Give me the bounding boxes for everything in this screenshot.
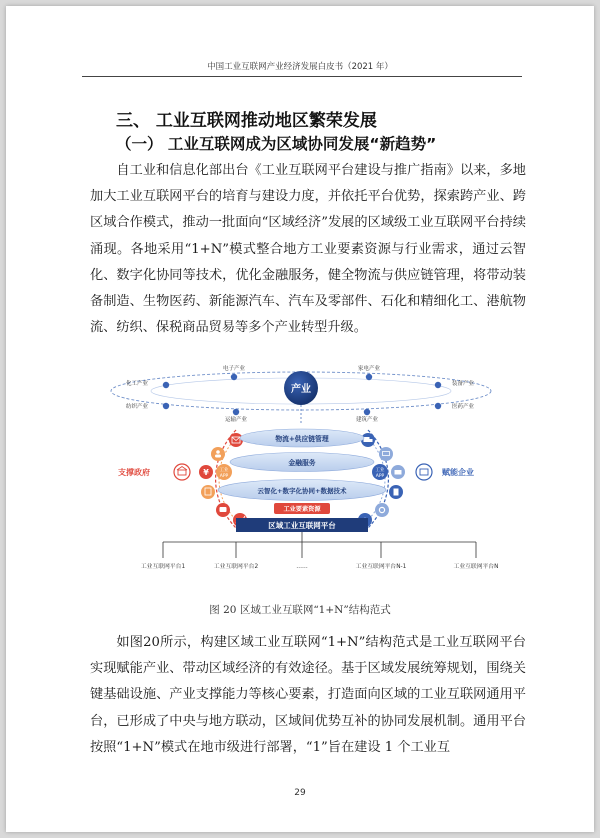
layer-finance-label: 金融服务 <box>288 459 316 467</box>
app-label-top: 工业 <box>219 468 229 473</box>
building-icon-left <box>201 485 215 499</box>
industry-dot <box>163 382 169 388</box>
layer-technology-label: 云智化+数字化协同+数据技术 <box>257 487 347 495</box>
resources-label: 工业要素资源 <box>283 506 321 513</box>
industry-label: 电子产业 <box>222 366 246 372</box>
gear-icon <box>375 503 389 517</box>
industry-dot <box>163 403 169 409</box>
industry-label: 化工产业 <box>125 381 148 387</box>
section-heading: 三、 工业互联网推动地区繁荣发展 <box>116 111 377 131</box>
structure-diagram <box>86 358 526 582</box>
people-icon <box>211 447 225 461</box>
paragraph-2: 如图20所示，构建区域工业互联网“1+N”结构范式是工业互联网平台实现赋能产业、带动区域经济的有效途径。基于区域发展统筹规划，围绕关键基础设施、产业支撑能力等核心要素，打造面向区域的工业互联网通用平台，已形成了中央与地方联动，区域间优势互补的协同发展机制。通用平台按照“1+N”模式在地市级进行部署，“1”旨在建设 1 个工业互 <box>90 635 526 755</box>
branch-label: …… <box>296 564 308 570</box>
industry-label: 装备产业 <box>452 381 475 387</box>
branch-label: 工业互联网平台1 <box>140 564 186 570</box>
page-number: 29 <box>294 788 306 798</box>
right-label: 赋能企业 <box>442 468 474 477</box>
header-rule <box>82 76 522 77</box>
svg-text:¥: ¥ <box>203 468 209 477</box>
branch-label: 工业互联网平台2 <box>213 564 259 570</box>
industry-label: 建筑产业 <box>355 417 379 423</box>
industry-dot <box>364 409 370 415</box>
left-label: 支撑政府 <box>118 468 150 477</box>
document-page <box>6 6 594 832</box>
paragraph-1: 自工业和信息化部出台《工业互联网平台建设与推广指南》以来，多地加大工业互联网平台的培育与建设力度，并依托平台优势，探索跨产业、跨区域合作模式，推动一批面向“区域经济”发展的区域级工业互联网平台持续涌现。各地采用“1+N”模式整合地方工业要素资源与行业需求，通过云智化、数字化协同等技术，优化金融服务，健全物流与供应链管理，将带动装备制造、生物医药、新能源汽车、汽车及零部件、石化和精细化工、港航物流、纺织、保税商品贸易等多个产业转型升级。 <box>90 163 526 336</box>
industry-label: 家电产业 <box>357 366 381 372</box>
industry-label: 医药产业 <box>452 404 475 410</box>
app-label-top: 工业 <box>375 468 385 473</box>
industry-dot <box>435 382 441 388</box>
industry-dot <box>233 409 239 415</box>
industry-dot <box>231 374 237 380</box>
industry-hub-label: 产业 <box>291 384 311 395</box>
branch-label: 工业互联网平台N <box>453 564 499 570</box>
industry-label: 运输产业 <box>224 417 248 423</box>
branch-label: 工业互联网平台N-1 <box>355 564 407 570</box>
industry-dot <box>435 403 441 409</box>
running-header: 中国工业互联网产业经济发展白皮书（2021 年） <box>207 62 393 72</box>
figure-caption: 图 20 区域工业互联网“1+N”结构范式 <box>209 604 391 616</box>
subsection-heading: （一） 工业互联网成为区域协同发展“新趋势” <box>116 135 437 153</box>
enterprise-icon <box>416 464 432 480</box>
industry-dot <box>366 374 372 380</box>
app-label-bottom: APP <box>375 474 385 479</box>
app-label-bottom: APP <box>219 474 229 479</box>
platform-label: 区域工业互联网平台 <box>268 521 336 530</box>
layer-logistics-label: 物流+供应链管理 <box>275 435 329 443</box>
industry-label: 纺织产业 <box>125 404 148 410</box>
cart-icon <box>379 447 393 461</box>
